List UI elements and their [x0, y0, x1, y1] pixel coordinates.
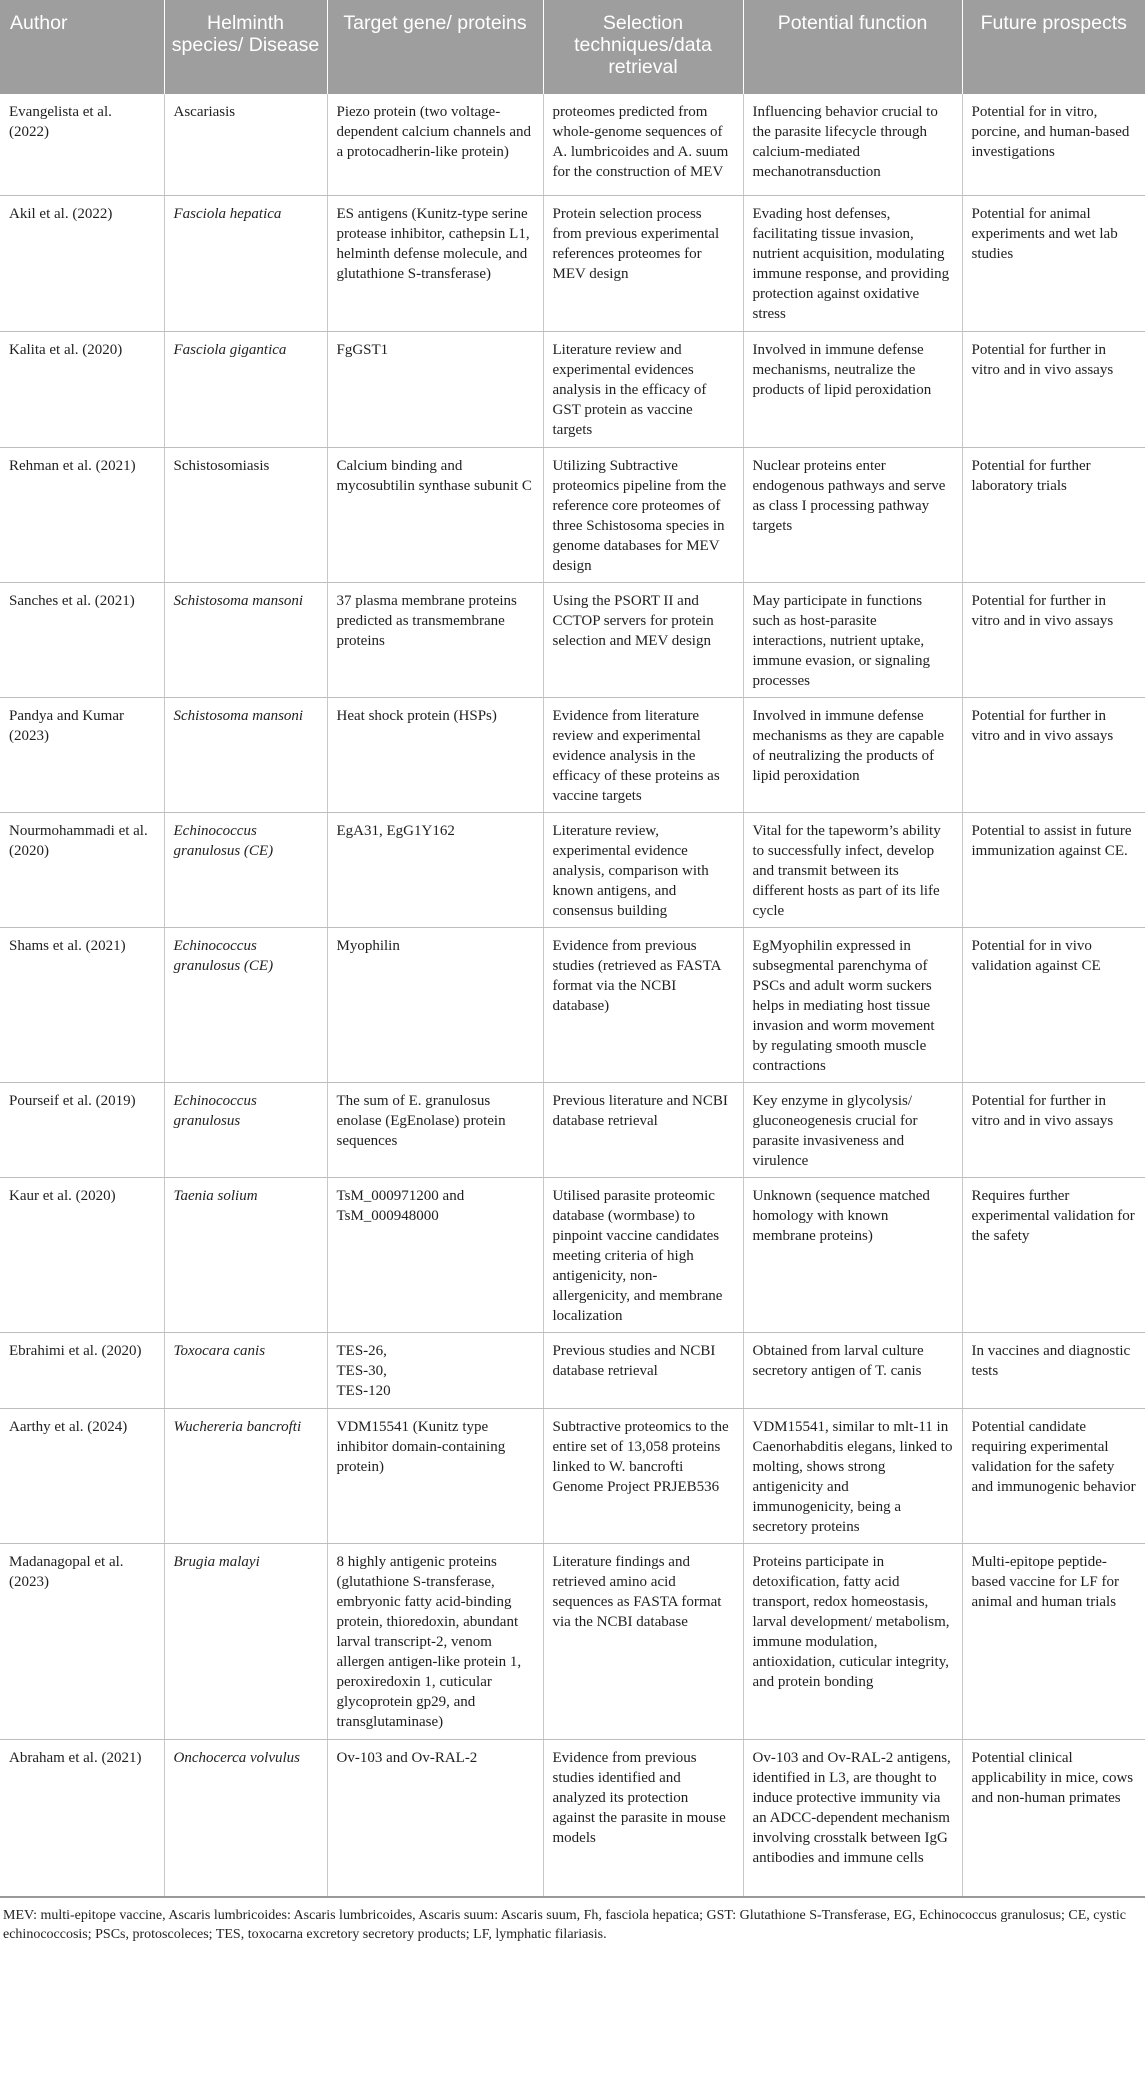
- table-row: [0, 1177, 1145, 1332]
- cell-prospects: In vaccines and diagnostic tests: [962, 1332, 1145, 1408]
- cell-selection: Using the PSORT II and CCTOP servers for protein selection and MEV design: [543, 582, 743, 697]
- cell-selection: Evidence from previous studies (retrieved as FASTA format via the NCBI database): [543, 927, 743, 1082]
- cell-selection: Evidence from previous studies identified and analyzed its protection against the parasite in mouse models: [543, 1739, 743, 1897]
- table-row: [0, 1082, 1145, 1177]
- table-row: [0, 195, 1145, 331]
- cell-selection: Evidence from literature review and experimental evidence analysis in the efficacy of these proteins as vaccine targets: [543, 697, 743, 812]
- cell-function: Evading host defenses, facilitating tissue invasion, nutrient acquisition, modulating immune response, and providing protection against oxidative stress: [743, 195, 962, 331]
- cell-species: Schistosomiasis: [164, 447, 327, 582]
- cell-prospects: Potential for further in vitro and in vivo assays: [962, 697, 1145, 812]
- cell-author: Sanches et al. (2021): [0, 582, 164, 697]
- cell-target: TES-26, TES-30, TES-120: [327, 1332, 543, 1408]
- cell-function: Nuclear proteins enter endogenous pathways and serve as class I processing pathway targets: [743, 447, 962, 582]
- cell-author: Kalita et al. (2020): [0, 331, 164, 447]
- cell-target: The sum of E. granulosus enolase (EgEnolase) protein sequences: [327, 1082, 543, 1177]
- cell-author: Shams et al. (2021): [0, 927, 164, 1082]
- cell-prospects: Potential for animal experiments and wet lab studies: [962, 195, 1145, 331]
- cell-selection: Protein selection process from previous experimental references proteomes for MEV design: [543, 195, 743, 331]
- cell-species: Toxocara canis: [164, 1332, 327, 1408]
- cell-selection: Previous literature and NCBI database retrieval: [543, 1082, 743, 1177]
- cell-prospects: Requires further experimental validation for the safety: [962, 1177, 1145, 1332]
- cell-function: Unknown (sequence matched homology with known membrane proteins): [743, 1177, 962, 1332]
- cell-prospects: Potential candidate requiring experimental validation for the safety and immunogenic behavior: [962, 1408, 1145, 1543]
- header-selection: Selection techniques/data retrieval: [543, 0, 743, 94]
- cell-author: Akil et al. (2022): [0, 195, 164, 331]
- table-row: [0, 927, 1145, 1082]
- cell-selection: proteomes predicted from whole-genome sequences of A. lumbricoides and A. suum for the construction of MEV: [543, 94, 743, 195]
- cell-author: Abraham et al. (2021): [0, 1739, 164, 1897]
- cell-author: Pourseif et al. (2019): [0, 1082, 164, 1177]
- cell-prospects: Multi-epitope peptide-based vaccine for LF for animal and human trials: [962, 1543, 1145, 1739]
- table-row: [0, 94, 1145, 195]
- cell-species: Echinococcus granulosus (CE): [164, 812, 327, 927]
- table-row: [0, 697, 1145, 812]
- cell-function: Obtained from larval culture secretory antigen of T. canis: [743, 1332, 962, 1408]
- table-row: [0, 1739, 1145, 1897]
- cell-author: Kaur et al. (2020): [0, 1177, 164, 1332]
- cell-author: Aarthy et al. (2024): [0, 1408, 164, 1543]
- table-row: [0, 447, 1145, 582]
- cell-function: EgMyophilin expressed in subsegmental parenchyma of PSCs and adult worm suckers helps in mediating host tissue invasion and worm movement by regulating smooth muscle contractions: [743, 927, 962, 1082]
- cell-function: Ov-103 and Ov-RAL-2 antigens, identified in L3, are thought to induce protective immunity via an ADCC-dependent mechanism involving crosstalk between IgG antibodies and immune cells: [743, 1739, 962, 1897]
- cell-author: Nourmohammadi et al. (2020): [0, 812, 164, 927]
- cell-prospects: Potential for in vitro, porcine, and human-based investigations: [962, 94, 1145, 195]
- table-row: [0, 331, 1145, 447]
- cell-selection: Utilised parasite proteomic database (wormbase) to pinpoint vaccine candidates meeting criteria of high antigenicity, non-allergenicity, and membrane localization: [543, 1177, 743, 1332]
- cell-function: May participate in functions such as host-parasite interactions, nutrient uptake, immune evasion, or signaling processes: [743, 582, 962, 697]
- header-row: [0, 0, 1145, 94]
- cell-species: Brugia malayi: [164, 1543, 327, 1739]
- cell-author: Ebrahimi et al. (2020): [0, 1332, 164, 1408]
- cell-species: Ascariasis: [164, 94, 327, 195]
- table-row: [0, 812, 1145, 927]
- cell-target: 37 plasma membrane proteins predicted as transmembrane proteins: [327, 582, 543, 697]
- cell-prospects: Potential clinical applicability in mice, cows and non-human primates: [962, 1739, 1145, 1897]
- cell-function: Vital for the tapeworm’s ability to successfully infect, develop and transmit between its different hosts as part of its life cycle: [743, 812, 962, 927]
- cell-species: Schistosoma mansoni: [164, 697, 327, 812]
- cell-function: Proteins participate in detoxification, fatty acid transport, redox homeostasis, larval development/ metabolism, immune modulation, antioxidation, cuticular integrity, and protein bonding: [743, 1543, 962, 1739]
- cell-species: Echinococcus granulosus (CE): [164, 927, 327, 1082]
- table-footnote: MEV: multi-epitope vaccine, Ascaris lumbricoides: Ascaris lumbricoides, Ascaris suum: Ascaris suum, Fh, fasciola hepatica; GST: Glutathione S-Transferase, EG, Echinococcus granulosus; CE, cystic echinococcosis; PSCs, protoscoleces; TES, toxocarna excretory secretory products; LF, lymphatic filariasis.: [3, 1908, 1126, 1942]
- header-function: Potential function: [743, 0, 962, 94]
- cell-prospects: Potential to assist in future immunization against CE.: [962, 812, 1145, 927]
- cell-target: ES antigens (Kunitz-type serine protease inhibitor, cathepsin L1, helminth defense molecule, and glutathione S-transferase): [327, 195, 543, 331]
- cell-target: VDM15541 (Kunitz type inhibitor domain-containing protein): [327, 1408, 543, 1543]
- cell-species: Fasciola hepatica: [164, 195, 327, 331]
- cell-selection: Utilizing Subtractive proteomics pipeline from the reference core proteomes of three Schistosoma species in genome databases for MEV design: [543, 447, 743, 582]
- cell-function: Key enzyme in glycolysis/ gluconeogenesis crucial for parasite invasiveness and virulence: [743, 1082, 962, 1177]
- header-target: Target gene/ proteins: [327, 0, 543, 94]
- cell-species: Echinococcus granulosus: [164, 1082, 327, 1177]
- table-row: [0, 1408, 1145, 1543]
- cell-target: 8 highly antigenic proteins (glutathione S-transferase, embryonic fatty acid-binding protein, thioredoxin, abundant larval transcript-2, venom allergen antigen-like protein 1, peroxiredoxin 1, cuticular glycoprotein gp29, and transglutaminase): [327, 1543, 543, 1739]
- table-row: [0, 582, 1145, 697]
- cell-prospects: Potential for in vivo validation against CE: [962, 927, 1145, 1082]
- cell-prospects: Potential for further in vitro and in vivo assays: [962, 1082, 1145, 1177]
- cell-function: Involved in immune defense mechanisms as they are capable of neutralizing the products of lipid peroxidation: [743, 697, 962, 812]
- cell-author: Evangelista et al. (2022): [0, 94, 164, 195]
- cell-target: Calcium binding and mycosubtilin synthase subunit C: [327, 447, 543, 582]
- cell-target: EgA31, EgG1Y162: [327, 812, 543, 927]
- cell-function: VDM15541, similar to mlt-11 in Caenorhabditis elegans, linked to molting, shows strong antigenicity and immunogenicity, being a secretory proteins: [743, 1408, 962, 1543]
- cell-selection: Literature findings and retrieved amino acid sequences as FASTA format via the NCBI database: [543, 1543, 743, 1739]
- cell-selection: Subtractive proteomics to the entire set of 13,058 proteins linked to W. bancrofti Genome Project PRJEB536: [543, 1408, 743, 1543]
- cell-author: Rehman et al. (2021): [0, 447, 164, 582]
- table-row: [0, 1332, 1145, 1408]
- cell-selection: Literature review, experimental evidence analysis, comparison with known antigens, and consensus building: [543, 812, 743, 927]
- cell-species: Onchocerca volvulus: [164, 1739, 327, 1897]
- cell-species: Fasciola gigantica: [164, 331, 327, 447]
- cell-target: FgGST1: [327, 331, 543, 447]
- header-prospects: Future prospects: [962, 0, 1145, 94]
- header-author: Author: [0, 0, 164, 94]
- cell-species: Wuchereria bancrofti: [164, 1408, 327, 1543]
- cell-author: Madanagopal et al. (2023): [0, 1543, 164, 1739]
- cell-prospects: Potential for further in vitro and in vivo assays: [962, 582, 1145, 697]
- cell-species: Taenia solium: [164, 1177, 327, 1332]
- cell-target: Ov-103 and Ov-RAL-2: [327, 1739, 543, 1897]
- table-row: [0, 1543, 1145, 1739]
- cell-prospects: Potential for further in vitro and in vivo assays: [962, 331, 1145, 447]
- header-species: Helminth species/ Disease: [164, 0, 327, 94]
- cell-selection: Previous studies and NCBI database retrieval: [543, 1332, 743, 1408]
- cell-target: TsM_000971200 and TsM_000948000: [327, 1177, 543, 1332]
- cell-target: Piezo protein (two voltage-dependent calcium channels and a protocadherin-like protein): [327, 94, 543, 195]
- cell-function: Influencing behavior crucial to the parasite lifecycle through calcium-mediated mechanotransduction: [743, 94, 962, 195]
- cell-target: Myophilin: [327, 927, 543, 1082]
- cell-species: Schistosoma mansoni: [164, 582, 327, 697]
- cell-selection: Literature review and experimental evidences analysis in the efficacy of GST protein as vaccine targets: [543, 331, 743, 447]
- cell-function: Involved in immune defense mechanisms, neutralize the products of lipid peroxidation: [743, 331, 962, 447]
- cell-author: Pandya and Kumar (2023): [0, 697, 164, 812]
- cell-target: Heat shock protein (HSPs): [327, 697, 543, 812]
- cell-prospects: Potential for further laboratory trials: [962, 447, 1145, 582]
